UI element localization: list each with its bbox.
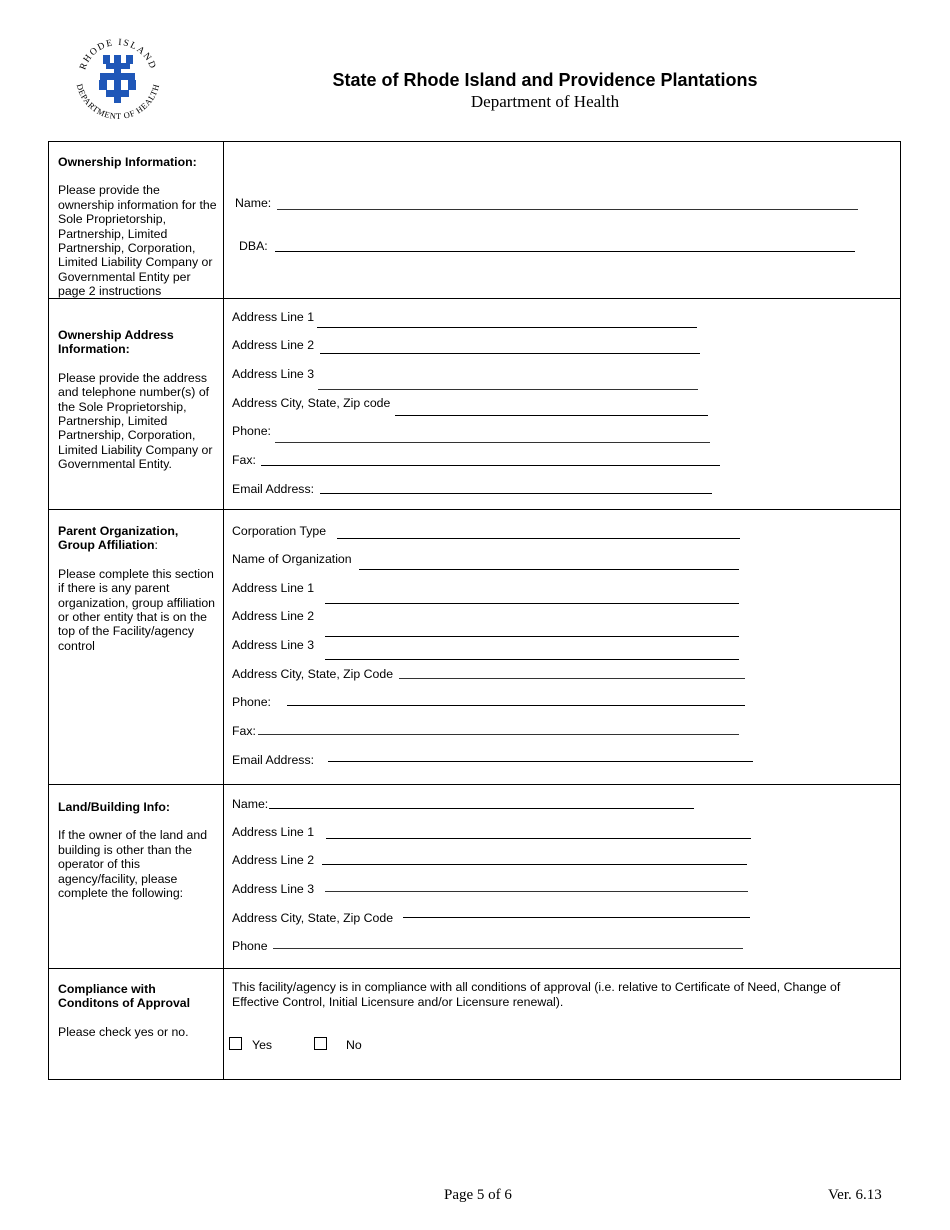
section-heading-suffix: : xyxy=(154,538,158,553)
compliance-statement: This facility/agency is in compliance with all conditions of approval (i.e. relative to Certificate of Need, Change of Effective Control, Initial Licensure and/or Licensure renewal). xyxy=(232,980,841,1009)
land-city-state-zip-label: Address City, State, Zip Code xyxy=(232,911,394,925)
parent-address1-field[interactable] xyxy=(325,603,739,604)
seal-text-bottom: DEPARTMENT OF HEALTH xyxy=(74,82,162,122)
compliance-yes-label: Yes xyxy=(252,1038,273,1052)
compliance-no-label: No xyxy=(346,1038,362,1052)
parent-address2-field[interactable] xyxy=(325,636,739,637)
parent-corp-type-field[interactable] xyxy=(337,538,740,539)
owner-dba-label: DBA: xyxy=(239,239,268,253)
owner-phone-field[interactable] xyxy=(275,442,710,443)
section-description: Please provide the address and telephone number(s) of the Sole Proprietorship, Partnership, Limited Partnership, Corporation, Limited Liability Company or Governmental Entity. xyxy=(58,370,213,472)
section-heading: Land/Building Info: xyxy=(58,800,171,814)
version-label: Ver. 6.13 xyxy=(828,1187,882,1203)
land-name-field[interactable] xyxy=(269,808,694,809)
page-title: State of Rhode Island and Providence Plantations xyxy=(332,70,758,90)
section-description: Please complete this section if there is any parent organization, group affiliation or other entity that is on the top of the Facility/agency control xyxy=(58,566,216,653)
land-phone-label: Phone xyxy=(232,939,268,953)
parent-org-name-field[interactable] xyxy=(359,569,739,570)
section-heading: Parent Organization, Group Affiliation xyxy=(58,524,179,553)
land-address3-field[interactable] xyxy=(325,891,748,892)
owner-dba-field[interactable] xyxy=(275,251,855,252)
land-name-label: Name: xyxy=(232,797,269,811)
land-address1-field[interactable] xyxy=(326,838,751,839)
land-address3-label: Address Line 3 xyxy=(232,882,315,896)
parent-phone-field[interactable] xyxy=(287,705,745,706)
section-description: Please provide the ownership information for the Sole Proprietorship, Partnership, Limited Partnership, Corporation, Limited Liability Company or Governmental Entity per page 2 instructions xyxy=(58,183,217,299)
compliance-section-info xyxy=(58,982,218,1039)
section-heading: Ownership Information: xyxy=(58,155,197,169)
parent-fax-field[interactable] xyxy=(258,734,739,735)
land-city-state-zip-field[interactable] xyxy=(403,917,750,918)
parent-address3-label: Address Line 3 xyxy=(232,638,315,652)
section-heading: Ownership Address Information: xyxy=(58,328,174,357)
parent-email-label: Email Address: xyxy=(232,753,315,767)
owner-fax-label: Fax: xyxy=(232,453,256,467)
parent-phone-label: Phone: xyxy=(232,695,271,709)
owner-email-label: Email Address: xyxy=(232,482,315,496)
land-phone-field[interactable] xyxy=(273,948,743,949)
owner-address2-field[interactable] xyxy=(320,353,700,354)
application-form-table xyxy=(48,141,901,1080)
ownership-section-info xyxy=(58,155,218,299)
owner-name-field[interactable] xyxy=(277,209,858,210)
section-description: Please check yes or no. xyxy=(58,1024,189,1039)
section-description: If the owner of the land and building is other than the operator of this agency/facility, please complete the following: xyxy=(58,828,208,901)
owner-address2-label: Address Line 2 xyxy=(232,338,315,352)
parent-address1-label: Address Line 1 xyxy=(232,581,315,595)
parent-org-section-info xyxy=(58,524,218,653)
parent-fax-label: Fax: xyxy=(232,724,256,738)
page-number: Page 5 of 6 xyxy=(444,1187,512,1203)
owner-name-label: Name: xyxy=(235,196,272,210)
parent-org-name-label: Name of Organization xyxy=(232,552,352,566)
owner-city-state-zip-label: Address City, State, Zip code xyxy=(232,396,391,410)
parent-corp-type-label: Corporation Type xyxy=(232,524,327,538)
owner-address1-label: Address Line 1 xyxy=(232,310,315,324)
seal-text-top: RHODE ISLAND xyxy=(78,37,158,72)
owner-address3-field[interactable] xyxy=(318,389,698,390)
page-subtitle: Department of Health xyxy=(470,92,620,111)
land-address2-field[interactable] xyxy=(322,864,747,865)
parent-city-state-zip-label: Address City, State, Zip Code xyxy=(232,667,394,681)
parent-city-state-zip-field[interactable] xyxy=(399,678,745,679)
owner-address1-field[interactable] xyxy=(317,327,697,328)
compliance-no-checkbox[interactable] xyxy=(314,1037,327,1050)
owner-phone-label: Phone: xyxy=(232,424,271,438)
ownership-address-section-info xyxy=(58,328,218,472)
compliance-yes-checkbox[interactable] xyxy=(229,1037,242,1050)
owner-email-field[interactable] xyxy=(320,493,712,494)
land-address1-label: Address Line 1 xyxy=(232,825,315,839)
owner-city-state-zip-field[interactable] xyxy=(395,415,708,416)
land-building-section-info xyxy=(58,800,218,900)
owner-fax-field[interactable] xyxy=(261,465,720,466)
land-address2-label: Address Line 2 xyxy=(232,853,315,867)
owner-address3-label: Address Line 3 xyxy=(232,367,315,381)
parent-address3-field[interactable] xyxy=(325,659,739,660)
parent-email-field[interactable] xyxy=(328,761,753,762)
parent-address2-label: Address Line 2 xyxy=(232,609,315,623)
section-heading: Compliance with Conditons of Approval xyxy=(58,982,191,1011)
